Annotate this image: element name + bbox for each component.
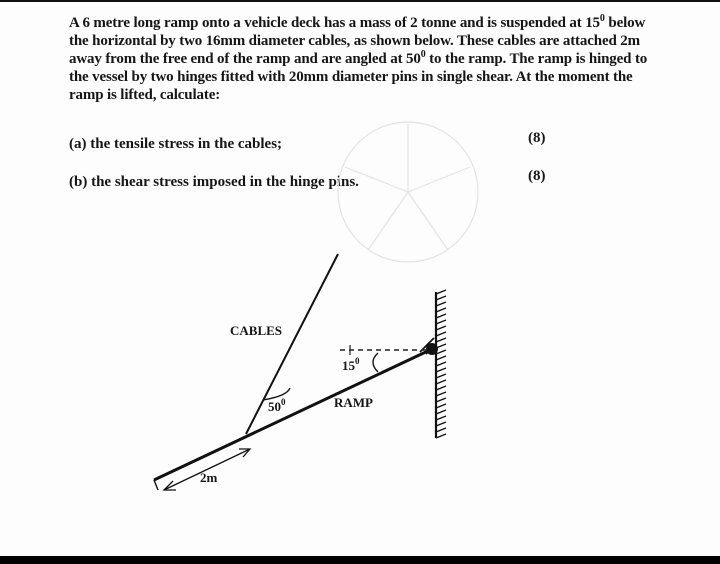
problem-line-1-end: below — [604, 15, 646, 31]
ramp-angle-degree: 0 — [355, 356, 360, 366]
problem-line-3-post: to the ramp. The ramp is hinged to — [425, 51, 648, 67]
cable-line — [246, 254, 338, 434]
cable-angle-label — [268, 397, 286, 414]
question-b: (b) the shear stress imposed in the hinge pins. — [69, 174, 359, 190]
problem-line-4: the vessel by two hinges fitted with 20mm diameter pins in single shear. At the moment the — [69, 69, 633, 85]
cable-angle-degree: 0 — [281, 397, 286, 407]
problem-line-2: the horizontal by two 16mm diameter cables, as shown below. These cables are attached 2m — [69, 33, 640, 49]
distance-label: 2m — [200, 470, 218, 485]
ramp-diagram — [0, 2, 720, 558]
question-a: (a) the tensile stress in the cables; — [69, 136, 283, 152]
faint-watermark — [338, 122, 478, 262]
problem-line-5: ramp is lifted, calculate: — [69, 87, 221, 103]
cables-label: CABLES — [230, 323, 283, 338]
ramp-angle-arc — [373, 353, 378, 372]
cable-angle-value: 50 — [268, 399, 281, 414]
vessel-wall — [436, 290, 446, 438]
ramp-angle-value: 15 — [342, 358, 355, 373]
ramp-line — [154, 350, 430, 480]
degree-superscript: 0 — [420, 49, 426, 60]
problem-line-1-text: A 6 metre long ramp onto a vehicle deck has a mass of 2 tonne and is suspended at 15 — [69, 15, 600, 31]
marks-b: (8) — [528, 168, 546, 184]
degree-superscript: 0 — [599, 13, 605, 24]
ramp-label: RAMP — [334, 395, 373, 410]
problem-line-3-pre: away from the free end of the ramp and are angled at 50 — [69, 51, 421, 67]
marks-a: (8) — [528, 130, 546, 146]
free-end-tick — [154, 480, 158, 490]
ramp-angle-label — [342, 356, 360, 373]
